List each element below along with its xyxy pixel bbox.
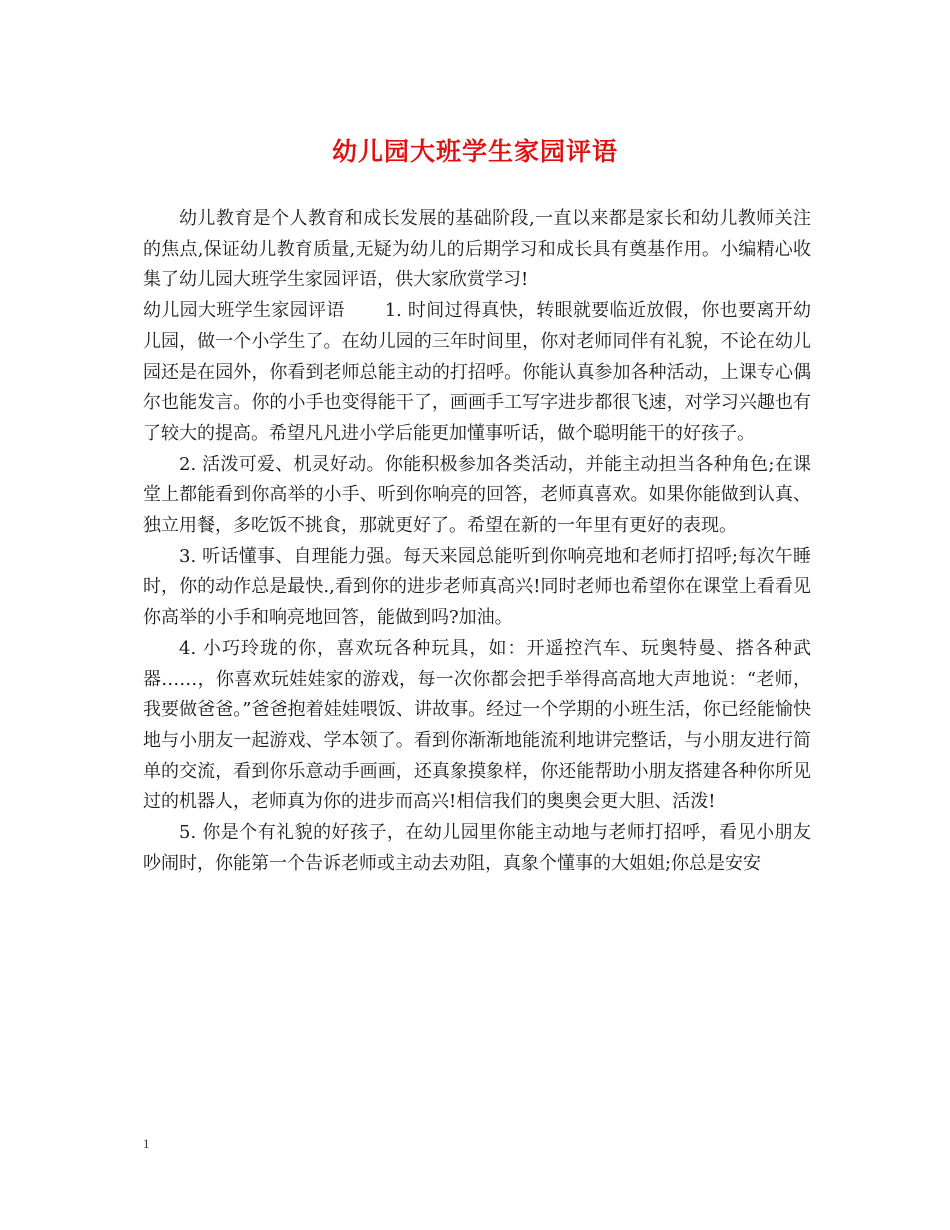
intro-paragraph: 幼儿教育是个人教育和成长发展的基础阶段,一直以来都是家长和幼儿教师关注的焦点,保证幼儿教育质量,无疑为幼儿的后期学习和成长具有奠基作用。小编精心收集了幼儿园大班学生家园评语，供大家欣赏学习! (143, 208, 811, 291)
section-paragraph-1 (143, 296, 811, 450)
comment-item-1: 1. 时间过得真快，转眼就要临近放假，你也要离开幼儿园，做一个小学生了。在幼儿园的三年时间里，你对老师同伴有礼貌，不论在幼儿园还是在园外，你看到老师总能主动的打招呼。你能认真参加各种活动，上课专心偶尔也能发言。你的小手也变得能干了，画画手工写字进步都很飞速，对学习兴趣也有了较大的提高。希望凡凡进小学后能更加懂事听话，做个聪明能干的好孩子。 (143, 300, 811, 444)
document-title: 幼儿园大班学生家园评语 (331, 137, 618, 166)
comment-item-2: 2. 活泼可爱、机灵好动。你能积极参加各类活动，并能主动担当各种角色;在课堂上都能看到你高举的小手、听到你响亮的回答，老师真喜欢。如果你能做到认真、独立用餐，多吃饭不挑食，那就更好了。希望在新的一年里有更好的表现。 (143, 453, 811, 537)
page-number: 1 (143, 1136, 150, 1151)
comment-item-4: 4. 小巧玲珑的你，喜欢玩各种玩具，如：开遥控汽车、玩奥特曼、搭各种武器……，你喜欢玩娃娃家的游戏，每一次你都会把手举得高高地大声地说：“老师，我要做爸爸。”爸爸抱着娃娃喂饭、讲故事。经过一个学期的小班生活，你已经能愉快地与小朋友一起游戏、学本领了。看到你渐渐地能流利地讲完整话，与小朋友进行简单的交流，看到你乐意动手画画，还真象摸象样，你还能帮助小朋友搭建各种你所见过的机器人，老师真为你的进步而高兴!相信我们的奥奥会更大胆、活泼! (143, 637, 811, 813)
comment-item-5: 5. 你是个有礼貌的好孩子，在幼儿园里你能主动地与老师打招呼，看见小朋友吵闹时，你能第一个告诉老师或主动去劝阻，真象个懂事的大姐姐;你总是安安 (143, 822, 811, 874)
comment-item-3: 3. 听话懂事、自理能力强。每天来园总能听到你响亮地和老师打招呼;每次午睡时，你的动作总是最快.,看到你的进步老师真高兴!同时老师也希望你在课堂上看看见你高举的小手和响亮地回答，能做到吗?加油。 (143, 545, 811, 629)
section-heading: 幼儿园大班学生家园评语 (143, 300, 345, 322)
document-body (143, 204, 811, 879)
